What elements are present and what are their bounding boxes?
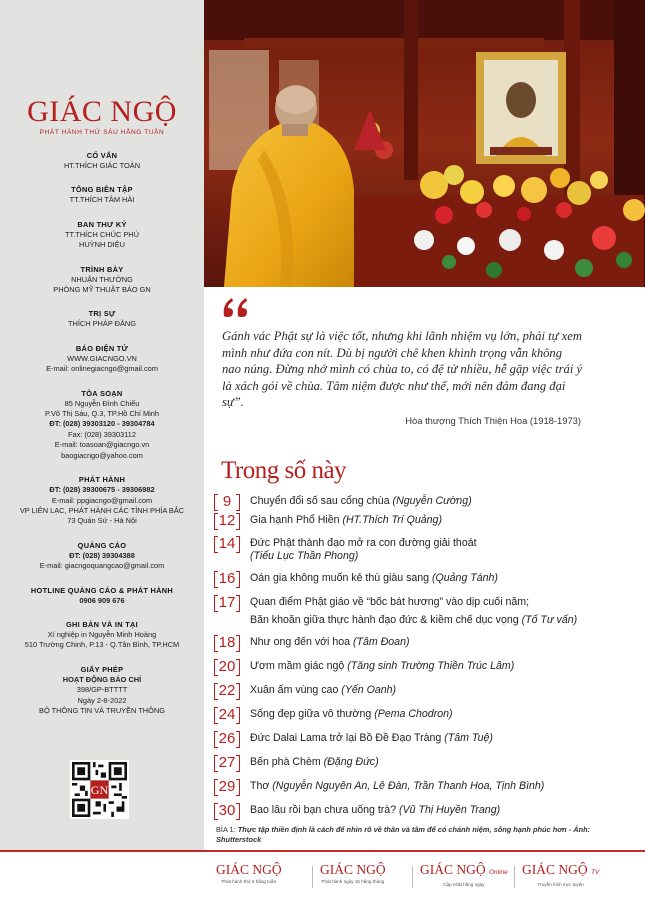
contents-page-number: 27 (214, 754, 240, 771)
contents-item-text (250, 660, 514, 672)
footer-brand-name: GIÁC NGỘ (216, 862, 282, 877)
contents-item-title: Bao lâu rồi bạn chưa uống trà? (250, 804, 397, 816)
caption-label: BÌA 1: (216, 825, 236, 834)
masthead-block-line: VP LIÊN LẠC, PHÁT HÀNH CÁC TỈNH PHÍA BẮC (19, 505, 185, 515)
quote-mark-icon (222, 296, 250, 318)
footer-brand-name: GIÁC NGỘ (522, 862, 588, 877)
footer-brand-name: GIÁC NGỘ (420, 862, 486, 877)
logo-wordmark: GIÁC NGỘ (27, 95, 177, 128)
contents-item-author: (Nguyễn Cường) (392, 495, 472, 507)
masthead-block (0, 540, 204, 572)
masthead-block-line: TT.THÍCH TÂM HẢI (69, 195, 135, 205)
masthead-block-title: GIẤY PHÉP (80, 664, 124, 674)
contents-item-author: (Tiểu Lục Thần Phong) (250, 550, 359, 562)
masthead-block-line: ĐT: (028) 39300675 - 39306982 (49, 485, 155, 495)
contents-item-text (250, 732, 493, 744)
contents-item-author: (Tăng sinh Trường Thiền Trúc Lâm) (347, 660, 515, 672)
contents-page-number: 29 (214, 778, 240, 795)
contents-page-number: 17 (214, 594, 240, 611)
contents-page-number: 9 (214, 493, 240, 510)
masthead-block-line: ĐT: (028) 39304388 (69, 550, 135, 560)
quote-author: Hòa thượng Thích Thiện Hoa (1918-1973) (405, 415, 581, 426)
contents-item-text (250, 804, 500, 816)
contents-item-text (250, 596, 529, 608)
masthead-block-line: ĐT: (028) 39303120 - 39304784 (49, 419, 155, 429)
masthead-block-line[interactable]: E-mail: giacngoquangcao@gmail.com (39, 561, 165, 571)
contents-page-number: 22 (214, 682, 240, 699)
masthead-block (0, 619, 204, 651)
masthead-block (0, 388, 204, 461)
masthead-block (0, 184, 204, 205)
masthead-block-line: Ngày 2-8-2022 (77, 695, 127, 705)
masthead-block-title: TRỊ SỰ (88, 309, 116, 319)
contents-item-author: (Tâm Tuệ) (444, 732, 493, 744)
contents-item-text (250, 537, 477, 549)
logo-tagline: PHÁT HÀNH THỨ SÁU HẰNG TUẦN (39, 129, 165, 136)
editorial-quote: Gánh vác Phật sự là việc tốt, nhưng khi lãnh nhiệm vụ lớn, phải tự xem mình như đứa con nít. Dù bị người chê khen khinh trọng vẫn không nao núng. Đừng nhớ mình có chùa to, có đệ tử nhiều, hễ gặp việc trái ý là xách gói về chùa. Tâm niệm được như thế, mới nên đảm đang đại sự”. (222, 329, 583, 410)
masthead-block-line: HOẠT ĐỘNG BÁO CHÍ (62, 674, 142, 684)
contents-page-number: 14 (214, 535, 240, 552)
footer-brand-wordmark (420, 862, 508, 880)
masthead-block-line: BỘ THÔNG TIN VÀ TRUYỀN THÔNG (39, 705, 165, 715)
masthead-block-line: HUỲNH DIỆU (79, 240, 125, 250)
contents-item-title: Sống đẹp giữa vô thường (250, 708, 372, 720)
masthead-block-title: PHÁT HÀNH (78, 475, 126, 485)
contents-item-text (250, 572, 498, 584)
masthead-block-line: 398/GP-BTTTT (76, 685, 128, 695)
masthead-block-line[interactable]: WWW.GIACNGO.VN (67, 353, 137, 363)
contents-item-text (250, 684, 396, 696)
masthead-block-line: Fax: (028) 39303112 (67, 429, 137, 439)
contents-title: Trong số này (221, 457, 347, 484)
footer-brands (204, 850, 645, 912)
contents-page-number: 26 (214, 730, 240, 747)
footer-left (0, 850, 204, 912)
footer-divider (412, 866, 413, 888)
contents-item-author: (Tâm Đoan) (352, 636, 410, 648)
contents-page-number: 24 (214, 706, 240, 723)
contents-item-title: Đức Phật thành đạo mở ra con đường giải thoát (250, 537, 477, 549)
masthead-block-title: BAN THƯ KÝ (77, 219, 127, 229)
masthead-block (0, 343, 204, 375)
contents-page-number: 18 (214, 634, 240, 651)
qr-code[interactable] (70, 760, 129, 819)
masthead-block (0, 308, 204, 329)
contents-item-author: (Yến Oanh) (341, 684, 397, 696)
masthead-block (0, 219, 204, 251)
masthead-block (0, 264, 204, 296)
footer-brand-2[interactable] (320, 862, 386, 884)
contents-item-author: (Vũ Thị Huyền Trang) (399, 804, 501, 816)
contents-item-text (250, 756, 379, 768)
contents-item-title: Gia hạnh Phổ Hiền (250, 514, 340, 526)
masthead-block-line: NHUẬN THƯỜNG (71, 274, 133, 284)
contents-page-number: 12 (214, 512, 240, 529)
footer-brand-wordmark (522, 862, 599, 880)
masthead-block-line: Xí nghiệp in Nguyễn Minh Hoàng (47, 629, 157, 639)
masthead-block-line: 510 Trường Chinh, P.13 - Q.Tân Bình, TP.HCM (24, 640, 180, 650)
footer-brand-subtitle: Phát hành ngày 15 hằng tháng (321, 879, 385, 884)
footer-brand-subtitle: Truyền hình trực tuyến (537, 882, 584, 887)
caption-text: Thực tập thiền định là cách để nhìn rõ về thân và tâm để có chánh niệm, sống hạnh phúc hơn - Ảnh: Shutterstock (216, 825, 591, 844)
contents-item-title: Xuân ấm vùng cao (250, 684, 339, 696)
footer-brand-subtitle: Cập nhật hằng ngày (443, 882, 485, 887)
contents-item-author: (Quảng Tánh) (432, 572, 498, 584)
masthead-block-title: GHI BẢN VÀ IN TẠI (65, 619, 139, 629)
contents-item-title: Bến phà Chèm (250, 756, 321, 768)
footer-brand-wordmark (216, 862, 282, 877)
qr-logo: GN (90, 782, 109, 797)
cover-caption (216, 825, 616, 845)
contents-item-author: (Tố Tư vấn) (521, 614, 578, 626)
masthead-sidebar (0, 0, 204, 867)
masthead-block-title: TÒA SOẠN (81, 388, 123, 398)
contents-item-subline (250, 614, 577, 626)
cover-photo (204, 0, 645, 287)
contents-page-number: 20 (214, 658, 240, 675)
masthead-block (0, 664, 204, 717)
footer-divider (514, 866, 515, 888)
contents-item-subtitle: Băn khoăn giữa thực hành đạo đức & kiềm chế dục vọng (250, 614, 519, 626)
masthead-block-line: 85 Nguyễn Đình Chiểu (64, 398, 140, 408)
masthead-block-line: HT.THÍCH GIÁC TOÀN (63, 161, 141, 170)
masthead-block-title: BÁO ĐIỆN TỬ (75, 343, 129, 353)
contents-item-title: Như ong đến với hoa (250, 636, 351, 648)
contents-item-text (250, 708, 453, 720)
footer-brand-subtitle: Phát hành thứ 6 hằng tuần (221, 879, 277, 884)
contents-item-title: Đức Dalai Lama trở lại Bồ Đề Đạo Tràng (250, 732, 442, 744)
masthead-block-line[interactable]: E-mail: toasoan@giacngo.vn (54, 440, 150, 450)
masthead-block-title: HOTLINE QUẢNG CÁO & PHÁT HÀNH (30, 585, 174, 595)
footer-brand-wordmark (320, 862, 386, 877)
masthead-block-line: THÍCH PHÁP ĐĂNG (67, 319, 137, 329)
footer-brand-name: GIÁC NGỘ (320, 862, 386, 877)
masthead-logo (0, 96, 204, 136)
masthead-block-title: QUẢNG CÁO (77, 540, 127, 550)
contents-item-title: Chuyển đổi số sau cổng chùa (250, 495, 390, 507)
contents-item-author: (HT.Thích Trí Quảng) (342, 514, 442, 526)
footer-brand-3[interactable] (420, 862, 508, 887)
contents-item-subline (250, 550, 358, 562)
masthead-block-line: TT.THÍCH CHÚC PHÚ (65, 229, 139, 239)
contents-item-text (250, 636, 410, 648)
masthead-block-title: TRÌNH BÀY (80, 264, 124, 274)
masthead-block (0, 150, 204, 171)
masthead-block-line[interactable]: E-mail: ppgiacngo@gmail.com (51, 495, 153, 505)
footer-divider (312, 866, 313, 888)
masthead-block-title: CỐ VẤN (86, 151, 118, 160)
masthead-block-line: PHÒNG MỸ THUẬT BÁO GN (53, 285, 151, 295)
contents-item-author: (Đặng Đức) (323, 756, 379, 768)
contents-item-text (250, 495, 472, 507)
footer-brand-1[interactable] (216, 862, 282, 884)
masthead-block-line[interactable]: baogiacngo@yahoo.com (61, 450, 143, 460)
footer-brand-4[interactable] (522, 862, 599, 887)
staff-list (0, 150, 204, 729)
contents-item-title: Thơ (250, 780, 270, 792)
masthead-block-line: 0906 909 676 (79, 595, 125, 605)
contents-page-number: 30 (214, 802, 240, 819)
contents-item-author: (Pema Chodron) (374, 708, 453, 720)
masthead-block (0, 585, 204, 606)
contents-item-title: Quan điểm Phật giáo về “bốc bát hương” vào dịp cuối năm; (250, 596, 530, 608)
masthead-block-title: TỔNG BIÊN TẬP (71, 185, 133, 195)
footer-brand-suffix: Online (489, 869, 508, 876)
contents-item-text (250, 780, 544, 792)
masthead-block-line: 73 Quán Sứ - Hà Nội (67, 516, 137, 526)
masthead-block (0, 474, 204, 527)
masthead-block-line: P.Võ Thị Sáu, Q.3, TP.Hồ Chí Minh (44, 409, 160, 419)
temple-ceremony-image (204, 0, 645, 287)
contents-item-author: (Nguyễn Nguyên An, Lê Đàn, Trần Thanh Hoa, Tịnh Bình) (272, 780, 545, 792)
qr-code-icon (72, 762, 127, 817)
contents-item-title: Ươm mầm giác ngộ (250, 660, 345, 672)
footer-brand-suffix: TV (591, 869, 600, 876)
contents-item-text (250, 514, 442, 526)
contents-item-title: Oán gia không muốn kẻ thù giàu sang (250, 572, 430, 584)
masthead-block-line[interactable]: E-mail: onlinegiacngo@gmail.com (46, 364, 158, 374)
contents-page-number: 16 (214, 570, 240, 587)
